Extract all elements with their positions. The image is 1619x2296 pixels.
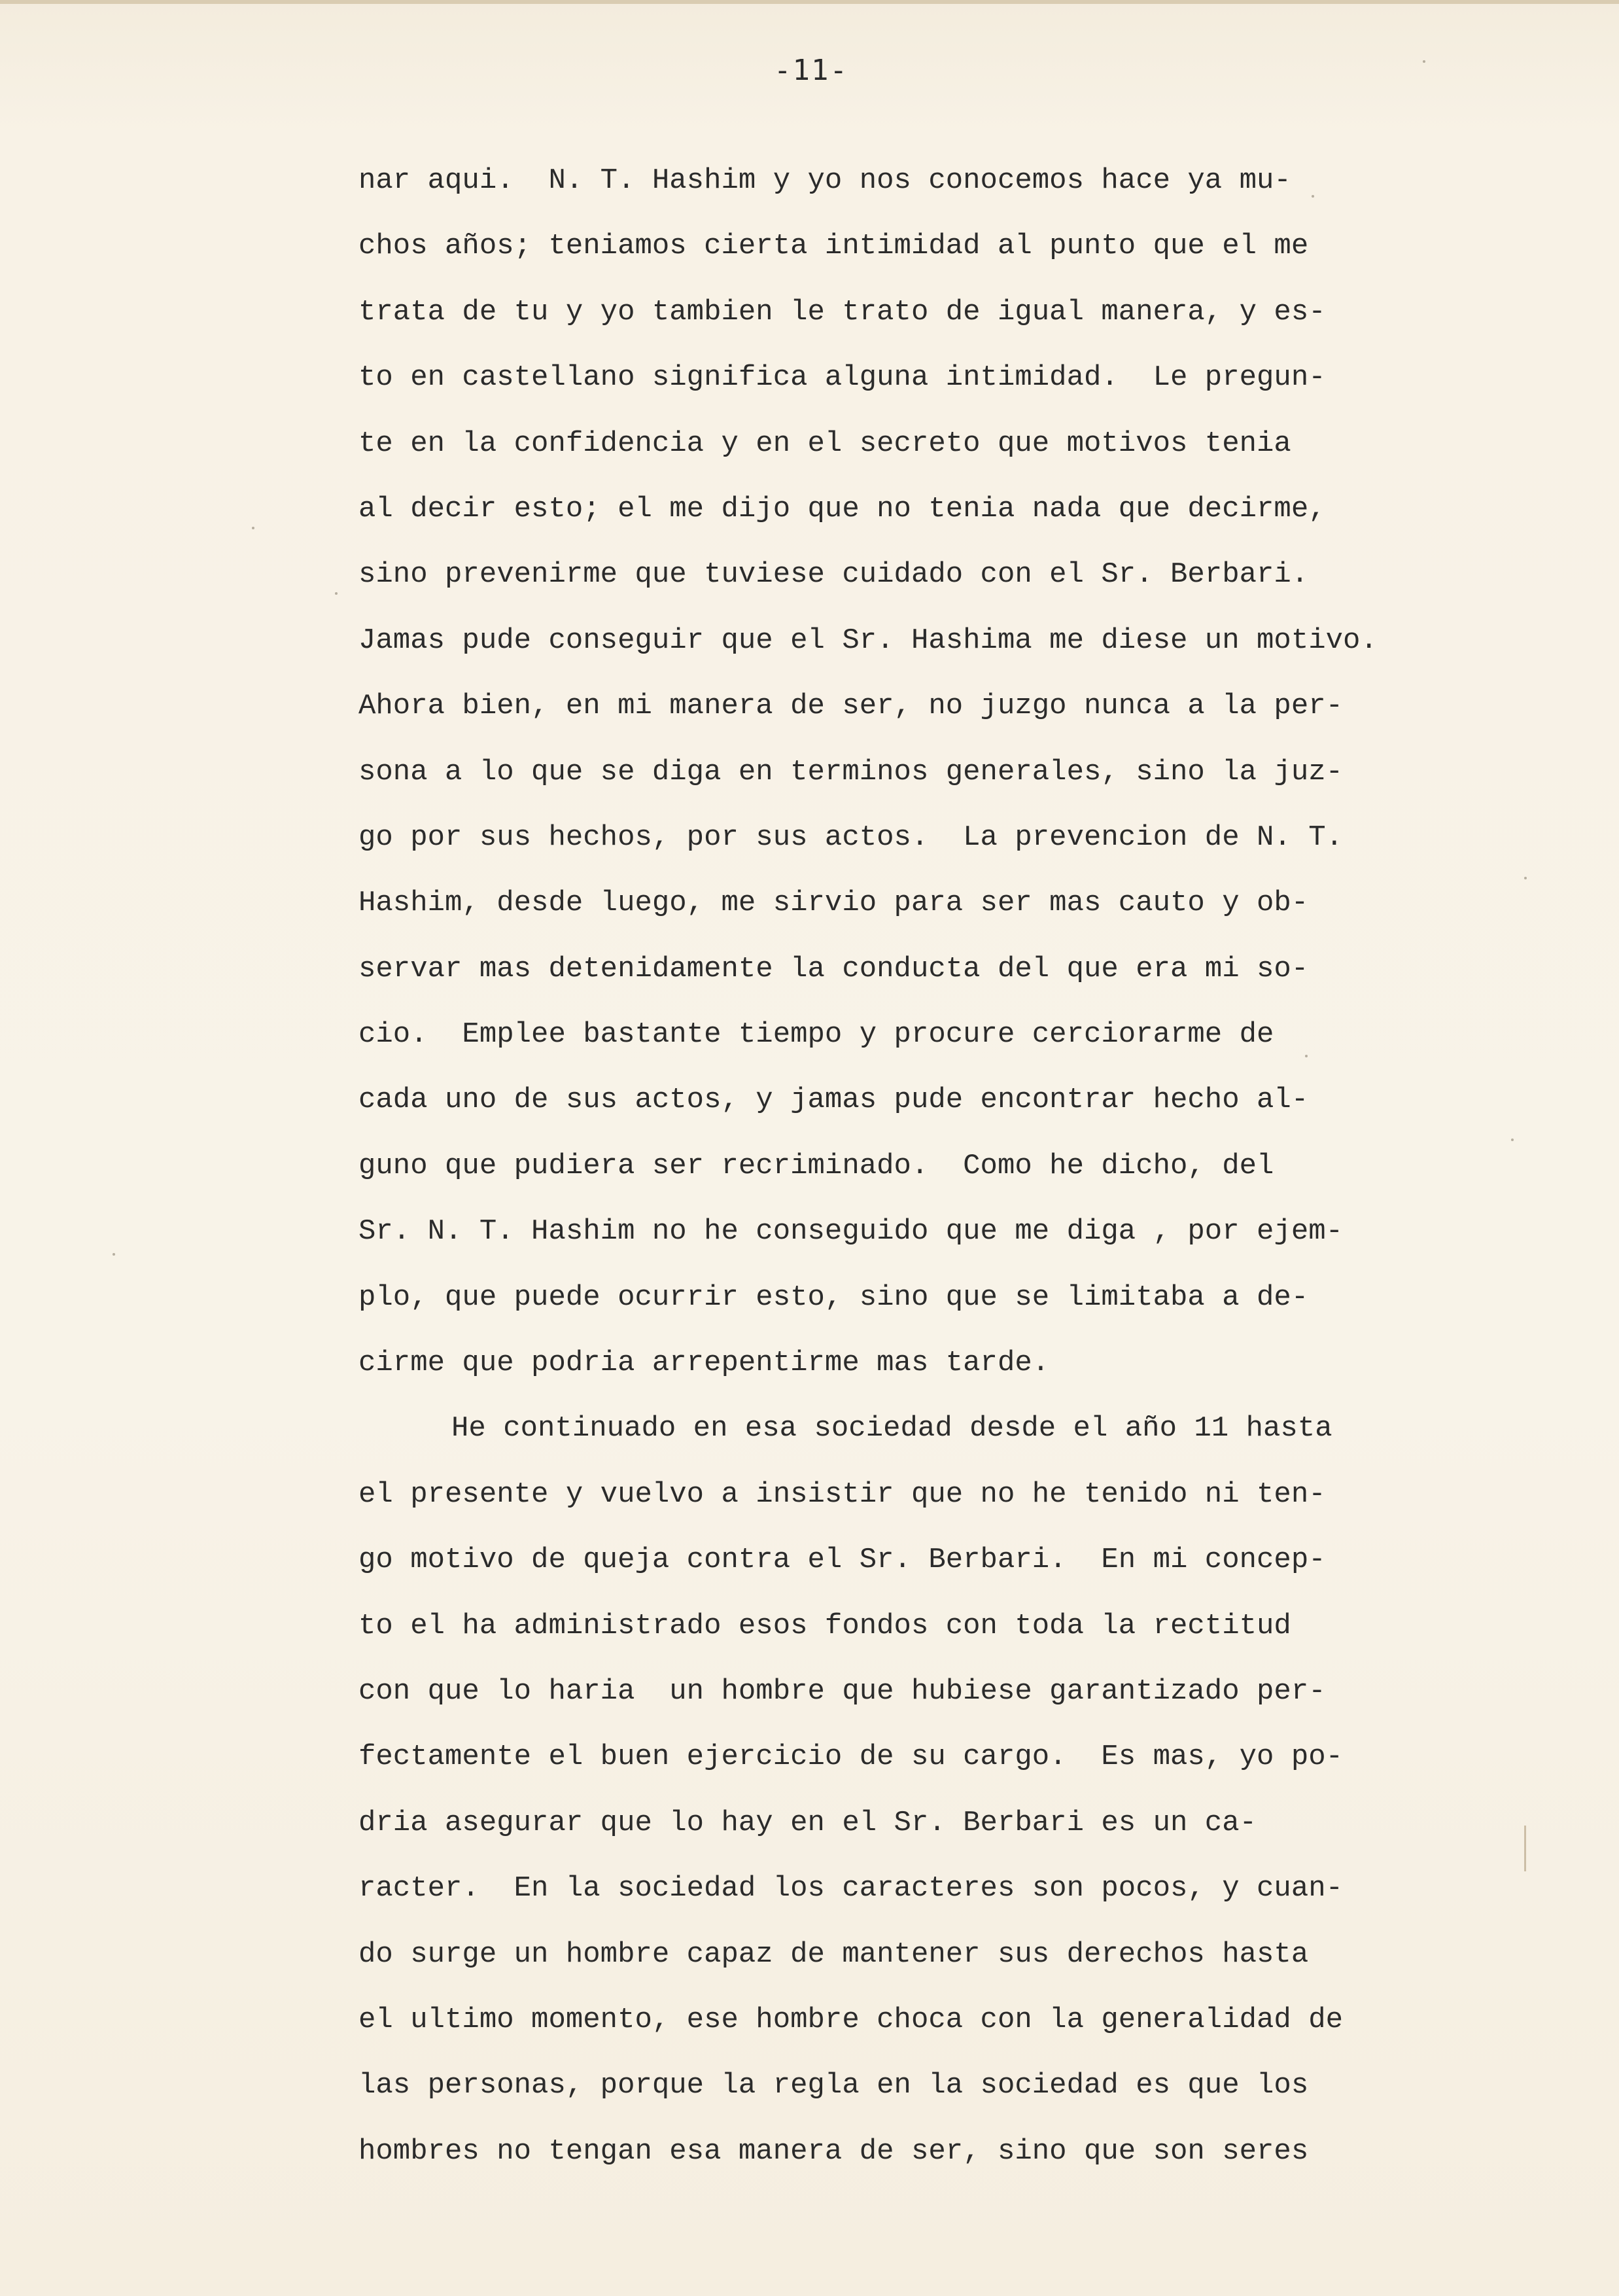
text-line: Ahora bien, en mi manera de ser, no juzgo nunca a la per- [358,690,1344,723]
text-line: Hashim, desde luego, me sirvio para ser mas cauto y ob- [358,887,1309,920]
text-line: dria asegurar que lo hay en el Sr. Berbari es un ca- [358,1806,1257,1839]
text-line: el ultimo momento, ese hombre choca con la generalidad de [358,2003,1344,2036]
text-line: trata de tu y yo tambien le trato de igual manera, y es- [358,295,1326,328]
text-line: sona a lo que se diga en terminos generales, sino la juz- [358,755,1344,788]
text-line: sino prevenirme que tuviese cuidado con el Sr. Berbari. [358,558,1309,592]
text-line: go motivo de queja contra el Sr. Berbari. En mi concep- [358,1544,1326,1577]
page-number: -11- [774,54,848,87]
text-line: guno que pudiera ser recriminado. Como he dicho, del [358,1149,1274,1182]
text-line: cirme que podria arrepentirme mas tarde. [358,1347,1050,1380]
text-line: Sr. N. T. Hashim no he conseguido que me diga , por ejem- [358,1215,1344,1248]
margin-mark [1524,1826,1526,1871]
body-text [358,148,1379,2184]
text-line: el presente y vuelvo a insistir que no he tenido ni ten- [358,1477,1326,1511]
text-line: go por sus hechos, por sus actos. La prevencion de N. T. [358,821,1344,854]
text-line: Jamas pude conseguir que el Sr. Hashima me diese un motivo. [358,624,1378,657]
text-line: las personas, porque la regla en la sociedad es que los [358,2069,1309,2102]
text-line: cada uno de sus actos, y jamas pude encontrar hecho al- [358,1084,1309,1117]
text-line: fectamente el buen ejercicio de su cargo. Es mas, yo po- [358,1740,1344,1774]
text-line: to en castellano significa alguna intimidad. Le pregun- [358,361,1326,395]
text-line: racter. En la sociedad los caracteres son pocos, y cuan- [358,1872,1344,1905]
text-line: to el ha administrado esos fondos con toda la rectitud [358,1609,1291,1642]
text-line: hombres no tengan esa manera de ser, sino que son seres [358,2134,1309,2168]
text-line: He continuado en esa sociedad desde el año 11 hasta [451,1412,1332,1445]
page-top-edge [0,0,1619,4]
text-line: chos años; teniamos cierta intimidad al punto que el me [358,230,1309,263]
text-line: nar aqui. N. T. Hashim y yo nos conocemos hace ya mu- [358,164,1291,197]
paragraph [358,1396,1379,2184]
text-line: plo, que puede ocurrir esto, sino que se limitaba a de- [358,1280,1309,1314]
text-line: servar mas detenidamente la conducta del que era mi so- [358,952,1309,985]
text-line: cio. Emplee bastante tiempo y procure cerciorarme de [358,1018,1274,1051]
text-line: con que lo haria un hombre que hubiese garantizado per- [358,1674,1326,1708]
text-line: al decir esto; el me dijo que no tenia nada que decirme, [358,492,1326,525]
text-line: te en la confidencia y en el secreto que motivos tenia [358,427,1291,460]
text-line: do surge un hombre capaz de mantener sus derechos hasta [358,1937,1309,1971]
paragraph [358,148,1379,1396]
